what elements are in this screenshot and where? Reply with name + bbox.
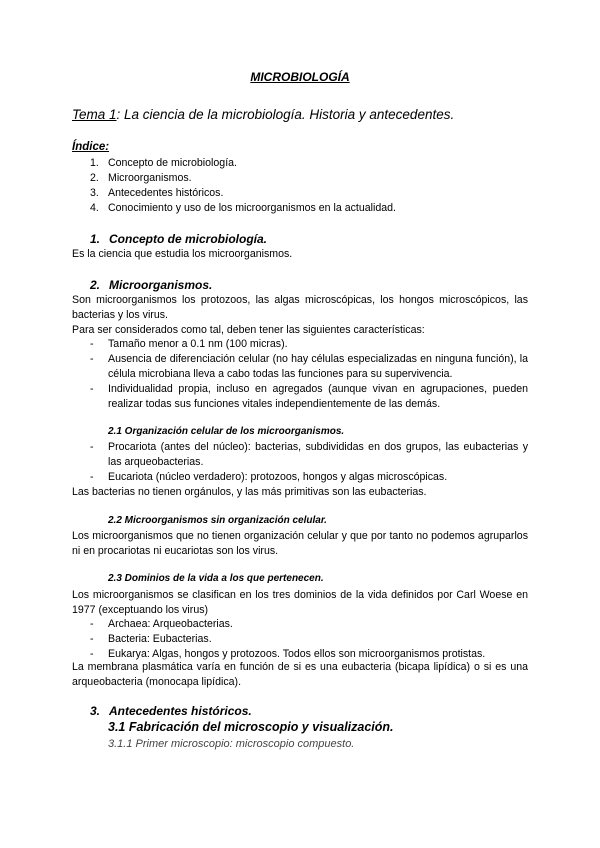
section-2-intro: Para ser considerados como tal, deben tener las siguientes características:	[72, 324, 425, 336]
section-2-3-text: Los microorganismos se clasifican en los tres dominios de la vida definidos por Carl Woese en 1977 (exceptuando los virus)	[72, 589, 528, 616]
section-3-1-1-heading: 3.1.1 Primer microscopio: microscopio compuesto.	[108, 738, 355, 750]
list-item: - Archaea: Arqueobacterias.	[90, 618, 233, 630]
section-2-heading: 2. Microorganismos.	[90, 278, 213, 292]
list-item: - Bacteria: Eubacterias.	[90, 633, 212, 645]
section-1-heading: 1. Concepto de microbiología.	[90, 232, 268, 246]
section-1-text: Es la ciencia que estudia los microorganismos.	[72, 248, 293, 260]
list-item: - Procariota (antes del núcleo): bacterias, subdivididas en dos grupos, las eubacterias y las arqueobacterias.	[90, 441, 528, 468]
list-item: - Individualidad propia, incluso en agregados (aunque vivan en agrupaciones, pueden realizar todas sus funciones vitales independientemente de las demás.	[90, 383, 528, 410]
document-title: MICROBIOLOGÍA	[250, 70, 350, 84]
index-heading: Índice:	[72, 141, 110, 153]
topic-title	[72, 107, 454, 122]
list-item: - Ausencia de diferenciación celular (no hay células especializadas en ninguna función), la célula microbiana lleva a cabo todas las funciones para su supervivencia.	[90, 353, 528, 380]
section-2-paragraph: Son microorganismos los protozoos, las algas microscópicas, los hongos microscópicos, las bacterias y los virus.	[72, 294, 528, 321]
section-2-3-heading: 2.3 Dominios de la vida a los que pertenecen.	[108, 573, 324, 584]
section-2-1-heading: 2.1 Organización celular de los microorganismos.	[108, 426, 345, 437]
topic-label: Tema 1	[72, 107, 117, 122]
section-2-1-note: Las bacterias no tienen orgánulos, y las más primitivas son las eubacterias.	[72, 486, 427, 498]
index-item: 2. Microorganismos.	[90, 172, 192, 184]
list-item: - Eucariota (núcleo verdadero): protozoos, hongos y algas microscópicas.	[90, 471, 448, 483]
section-3-heading: 3. Antecedentes históricos.	[90, 704, 252, 718]
index-item: 4. Conocimiento y uso de los microorganismos en la actualidad.	[90, 202, 396, 214]
section-2-3-note: La membrana plasmática varía en función de si es una eubacteria (bicapa lipídica) o si es una arqueobacteria (monocapa lipídica).	[72, 661, 528, 688]
section-2-2-heading: 2.2 Microorganismos sin organización celular.	[108, 515, 327, 526]
list-item: - Tamaño menor a 0.1 nm (100 micras).	[90, 338, 288, 350]
index-item: 3. Antecedentes históricos.	[90, 187, 224, 199]
section-2-2-text: Los microorganismos que no tienen organización celular y que por tanto no podemos agruparlos ni en procariotas ni eucariotas son los virus.	[72, 530, 528, 557]
section-3-1-heading: 3.1 Fabricación del microscopio y visualización.	[108, 720, 394, 734]
index-item: 1. Concepto de microbiología.	[90, 157, 237, 169]
list-item: - Eukarya: Algas, hongos y protozoos. Todos ellos son microorganismos protistas.	[90, 648, 486, 660]
topic-title-text: : La ciencia de la microbiología. Historia y antecedentes.	[116, 107, 455, 122]
